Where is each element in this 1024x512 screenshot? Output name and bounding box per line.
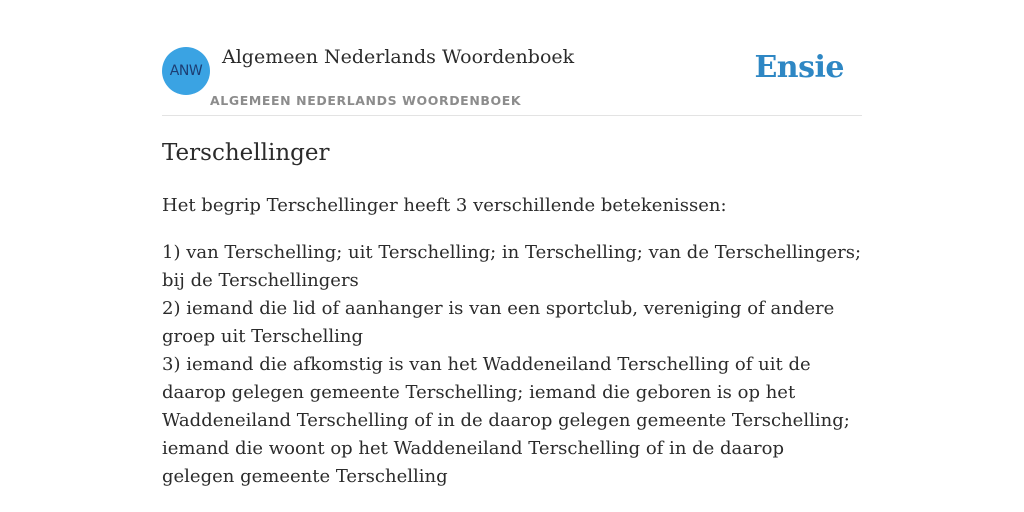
source-title[interactable]: Algemeen Nederlands Woordenboek	[222, 46, 575, 68]
entry-title: Terschellinger	[162, 140, 330, 166]
source-subtitle: ALGEMEEN NEDERLANDS WOORDENBOEK	[210, 93, 522, 108]
meanings-list	[162, 239, 862, 491]
meaning-item: 1) van Terschelling; uit Terschelling; in Terschelling; van de Terschellingers; bij de Terschellingers	[162, 242, 862, 291]
page-container	[162, 0, 862, 487]
source-header	[162, 0, 862, 116]
entry-intro: Het begrip Terschellinger heeft 3 verschillende betekenissen:	[162, 195, 727, 216]
anw-logo-text: ANW	[169, 63, 203, 79]
meaning-item: 3) iemand die afkomstig is van het Waddeneiland Terschelling of uit de daarop gelegen gemeente Terschelling; iemand die geboren is op het Waddeneiland Terschelling of in de daarop gelegen gemeente Terschelling; iemand die woont op het Waddeneiland Terschelling of in de daarop gelegen gemeente Terschelling	[162, 354, 850, 487]
anw-logo[interactable]	[162, 47, 210, 95]
ensie-brand-logo[interactable]: Ensie	[754, 50, 844, 85]
meaning-item: 2) iemand die lid of aanhanger is van een sportclub, vereniging of andere groep uit Terschelling	[162, 298, 835, 347]
